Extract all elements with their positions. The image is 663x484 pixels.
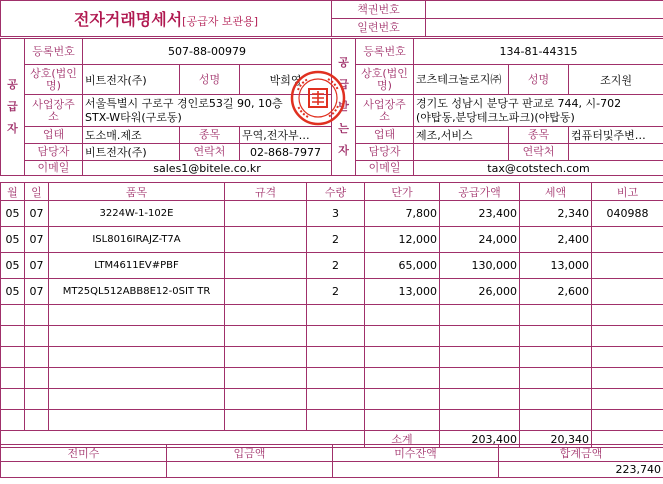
supplier-reg-value: 507-88-00979: [83, 39, 332, 65]
col-spec: 규격: [225, 183, 307, 201]
buyer-rep-label: 성명: [509, 65, 569, 95]
cell-note: [592, 253, 663, 279]
total-label: 합계금액: [499, 445, 663, 462]
cell-day: 07: [25, 253, 49, 279]
header-table: [0, 0, 663, 37]
prev-unpaid-value: [1, 462, 167, 478]
cell-name: LTM4611EV#PBF: [49, 253, 225, 279]
supplier-mgr-value: 비트전자(주): [83, 144, 180, 161]
cell-spec: [225, 253, 307, 279]
cell-tax: 2,340: [520, 201, 592, 227]
cell-spec: [225, 279, 307, 305]
supplier-tel-value: 02-868-7977: [240, 144, 332, 161]
supplier-addr-line1: 서울특별시 구로구 경인로53길 90, 10층: [85, 96, 283, 110]
cell-note: [592, 227, 663, 253]
supplier-email-value: sales1@bitele.co.kr: [83, 161, 332, 176]
supplier-name-value: 비트전자(주): [83, 65, 180, 95]
col-day: 일: [25, 183, 49, 201]
prev-unpaid-label: 전미수: [1, 445, 167, 462]
cell-note: 040988: [592, 201, 663, 227]
supplier-side-label: 공급자: [1, 39, 25, 176]
col-qty: 수량: [307, 183, 365, 201]
cell-note: [592, 279, 663, 305]
cell-supply: 26,000: [440, 279, 520, 305]
supplier-biz-label: 업태: [25, 127, 83, 144]
cell-day: 07: [25, 201, 49, 227]
supplier-rep-label: 성명: [180, 65, 240, 95]
book-number-label: 책권번호: [332, 1, 426, 19]
cell-supply: 23,400: [440, 201, 520, 227]
buyer-item-value: 컴퓨터및주변…: [569, 127, 663, 144]
buyer-side-label: 공급받는자: [332, 39, 356, 176]
buyer-addr-label: 사업장주소: [356, 95, 414, 127]
supplier-reg-label: 등록번호: [25, 39, 83, 65]
supplier-email-label: 이메일: [25, 161, 83, 176]
cell-spec: [225, 227, 307, 253]
col-price: 단가: [365, 183, 440, 201]
buyer-email-label: 이메일: [356, 161, 414, 176]
subtotal-label: 소계: [365, 431, 440, 448]
paid-label: 입금액: [167, 445, 333, 462]
cell-month: 05: [1, 279, 25, 305]
buyer-name-value: 코츠테크놀로지㈜: [414, 65, 509, 95]
empty-row: [1, 347, 663, 368]
subtotal-supply: 203,400: [440, 431, 520, 448]
cell-price: 13,000: [365, 279, 440, 305]
book-number-value: [426, 1, 663, 19]
buyer-addr-line1: 경기도 성남시 분당구 판교로 744, 시-702: [416, 96, 622, 110]
cell-qty: 3: [307, 201, 365, 227]
empty-row: [1, 305, 663, 326]
cell-day: 07: [25, 279, 49, 305]
supplier-item-label: 종목: [180, 127, 240, 144]
table-row: [1, 253, 663, 279]
empty-row: [1, 368, 663, 389]
col-name: 품목: [49, 183, 225, 201]
cell-qty: 2: [307, 253, 365, 279]
supplier-addr-line2: STX-W타워(구로동): [85, 110, 182, 124]
table-row: [1, 201, 663, 227]
supplier-rep-value: 박희영: [240, 65, 332, 95]
buyer-biz-label: 업태: [356, 127, 414, 144]
supplier-mgr-label: 담당자: [25, 144, 83, 161]
empty-row: [1, 410, 663, 431]
supplier-addr-label: 사업장주소: [25, 95, 83, 127]
buyer-email-value: tax@cotstech.com: [414, 161, 663, 176]
col-supply: 공급가액: [440, 183, 520, 201]
col-note: 비고: [592, 183, 663, 201]
col-tax: 세액: [520, 183, 592, 201]
cell-price: 7,800: [365, 201, 440, 227]
col-month: 월: [1, 183, 25, 201]
cell-month: 05: [1, 201, 25, 227]
buyer-tel-value: [569, 144, 663, 161]
document-title: [1, 1, 332, 37]
supplier-tel-label: 연락처: [180, 144, 240, 161]
buyer-reg-label: 등록번호: [356, 39, 414, 65]
cell-supply: 130,000: [440, 253, 520, 279]
table-row: [1, 227, 663, 253]
buyer-item-label: 종목: [509, 127, 569, 144]
buyer-reg-value: 134-81-44315: [414, 39, 663, 65]
items-header-row: [1, 183, 663, 201]
supplier-biz-value: 도소매.제조: [83, 127, 180, 144]
cell-name: ISL8016IRAJZ-T7A: [49, 227, 225, 253]
serial-number-label: 일련번호: [332, 19, 426, 37]
cell-qty: 2: [307, 227, 365, 253]
buyer-mgr-label: 담당자: [356, 144, 414, 161]
cell-tax: 13,000: [520, 253, 592, 279]
buyer-tel-label: 연락처: [509, 144, 569, 161]
cell-tax: 2,400: [520, 227, 592, 253]
footer-table: [0, 444, 663, 478]
empty-row: [1, 389, 663, 410]
cell-price: 12,000: [365, 227, 440, 253]
table-row: [1, 279, 663, 305]
supplier-item-value: 무역,전자부…: [240, 127, 332, 144]
cell-tax: 2,600: [520, 279, 592, 305]
items-table: [0, 182, 663, 448]
buyer-addr-value: [414, 95, 663, 127]
buyer-addr-line2: (야탑동,분당테크노파크)(야탑동): [416, 110, 575, 124]
subtotal-tax: 20,340: [520, 431, 592, 448]
subtitle-text: [공급자 보관용]: [182, 15, 259, 28]
empty-row: [1, 326, 663, 347]
serial-number-value: [426, 19, 663, 37]
cell-name: MT25QL512ABB8E12-0SIT TR: [49, 279, 225, 305]
cell-supply: 24,000: [440, 227, 520, 253]
cell-month: 05: [1, 253, 25, 279]
buyer-mgr-value: [414, 144, 509, 161]
balance-value: [333, 462, 499, 478]
cell-price: 65,000: [365, 253, 440, 279]
buyer-rep-value: 조지원: [569, 65, 663, 95]
paid-value: [167, 462, 333, 478]
cell-month: 05: [1, 227, 25, 253]
supplier-addr-value: [83, 95, 332, 127]
buyer-name-label: 상호(법인명): [356, 65, 414, 95]
cell-name: 3224W-1-102E: [49, 201, 225, 227]
balance-label: 미수잔액: [333, 445, 499, 462]
parties-table: [0, 38, 663, 176]
cell-day: 07: [25, 227, 49, 253]
total-value: 223,740: [499, 462, 663, 478]
cell-qty: 2: [307, 279, 365, 305]
supplier-name-label: 상호(법인명): [25, 65, 83, 95]
title-text: 전자거래명세서: [73, 10, 183, 29]
buyer-biz-value: 제조,서비스: [414, 127, 509, 144]
cell-spec: [225, 201, 307, 227]
